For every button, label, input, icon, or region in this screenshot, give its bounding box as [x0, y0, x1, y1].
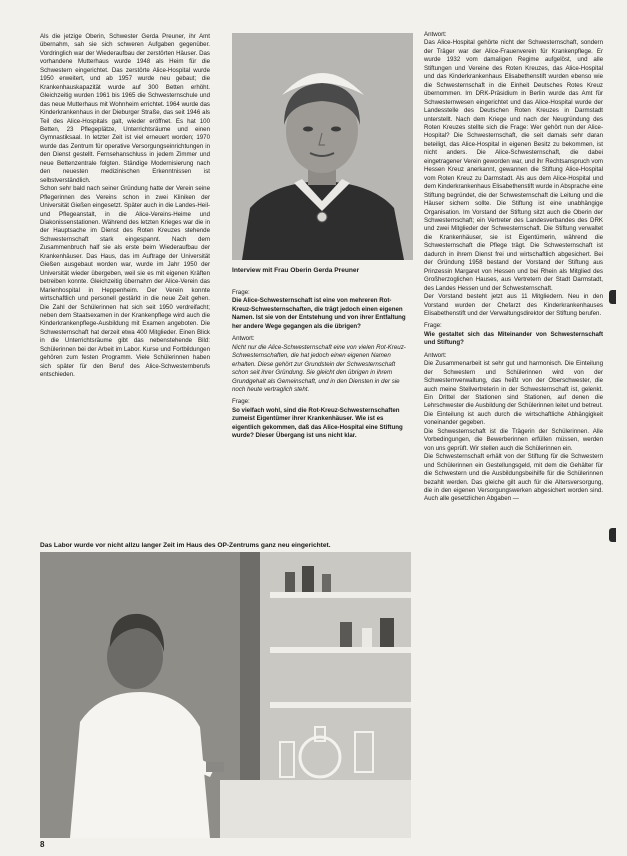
binding-tab	[609, 528, 616, 542]
left-text-column	[40, 33, 210, 380]
interview-question: Wie gestaltet sich das Miteinander von Schwesternschaft und Stiftung?	[424, 330, 603, 347]
lab-photo	[40, 552, 411, 838]
interview-question: So vielfach wohl, sind die Rot-Kreuz-Schwesternschaften zumeist Eigentümer ihrer Krankenhäuser. Wie ist es eigentlich gekommen, daß das Alice-Hospital eine Stiftung wurde? Dieser Übergang ist uns nicht klar.	[232, 406, 403, 440]
paragraph: Als die jetzige Oberin, Schwester Gerda Preuner, ihr Amt übernahm, sah sie sich schweren Aufgaben gegenüber. Vordringlich war der Wiederaufbau der zerstörten Häuser. Das vorhandene Mutterhaus wurde 1948 als Heim für die Schwestern eingerichtet. Das zerstörte Alice-Hospital wurde 1950 erweitert, und ab 1957 wurde neu gebaut; die Krankenhauskapazität wurde auf 300 Betten erhöht. Gleichzeitig wurden 1961 bis 1965 die Schwesternschule und das neue Mutterhaus mit Wohnheim errichtet. 1964 wurde das Kinderkrankenhaus in der Dieburger Straße, das seit 1946 als Teil des Alice-Hospitals galt, wieder eröffnet. Es hat 100 Betten, 23 Pflegeplätze, Unterrichtsräume und einen Gymnastiksaal. In letzter Zeit ist viel erneuert worden; 1970 wurde das Zentrum für operative Versorgungseinrichtungen in den Dienst gestellt. Fernsehanschluss in jedem Zimmer und neue Bettenzentrale folgten. Ständige Modernisierung nach den neuesten medizinischen Erkenntnissen ist selbstverständlich.	[40, 33, 210, 184]
paragraph: Schon sehr bald nach seiner Gründung hatte der Verein seine Pflegerinnen des Vereins schon in zwei Kliniken der Universität Gießen eingesetzt. Später auch in die Landes-Heil- und Pflegeanstalt, in die Alice-Vereins-Heime und Diakonissenstationen. Während des letzten Krieges war die in der Hauptsache im Dienst des Roten Kreuzes stehende Schwesternschaft stark eingespannt. Nach dem Zusammenbruch half sie als erste beim Wiederaufbau der Krankenhäuser. Das Haus, das im Auftrage der Universität Gießen ausgebaut worden war, wurde im Jahr 1950 der Universität wieder übergeben, weil sie es mit eigenen Kräften betreiben konnte. Gleichzeitig übernahm der Alice-Verein das Marienhospital in Heppenheim. Der Verein konnte wirtschaftlich und personell gestärkt in die neue Zeit gehen. Die Zahl der Schülerinnen hat sich seit 1950 verdreifacht; neben dem Staatsexamen in der Krankenpflege wird auch die Kinderkrankenpflege-Ausbildung mit Examen angeboten. Die Schwesternschaft hat derzeit etwa 400 Mitglieder. Einen Blick in die Unterrichtsräume gibt das nebenstehende Bild: Schülerinnen bei der Arbeit im Labor. Kurse und Fortbildungen gehören zum festen Programm. Viele Schülerinnen haben sich später für den Beruf des Alice-Schwesternberufs entschieden.	[40, 185, 210, 379]
page-number: 8	[40, 840, 45, 849]
paragraph: Die Einteilung ist auch durch die wirtschaftliche Abhängigkeit voneinander gegeben.	[424, 410, 603, 427]
paragraph: Das Alice-Hospital gehörte nicht der Schwesternschaft, sondern der Träger war der Alice-Frauenverein für Krankenpflege. Er wurde 1932 vom damaligen Regime aufgelöst, und alle Stiftungen und Vereine des Roten Kreuzes, das Alice-Hospital und das Kinderkrankenhaus Elisabethenstift wurden ebenso wie die Schwesternschaft in die Einheit Deutsches Rotes Kreuz übernommen. Im DRK-Präsidium in Berlin wurde das Amt für Schwesternwesen eingerichtet und das Alice-Hospital wurde der Landesstelle des Deutschen Roten Kreuzes in Darmstadt unterstellt. Nach dem Kriege und nach der Neugründung des Roten Kreuzes stellte sich die Frage: Wer gehört nun der Alice-Hospital? Die Schwesternschaft, die seit damals sehr daran beteiligt, das Alice-Hospital in eigenen Besitz zu bekommen, ist nicht anders. Die Alice-Schwesternschaft, die dabei eingetragener Verein geworden war, und ihr Rechtsanspruch vom Hessen Kreuz anerkannt, gewannen die Stiftung Alice-Hospital vom Roten Kreuz zu Darmstadt. Als aus dem Alice-Hospital und dem Kinderkrankenhaus Elisabethenstift wurde in Absprache eine Stiftung begründet, die der Schwesternschaft die Leitung und die Häuser sichern sollte. Die Stiftung ist eine unabhängige Organisation. Im Vorstand der Stiftung sitzt auch die Oberin der Schwesternschaft; ein Vertreter des Landesverbandes des DRK und zwei Mitglieder der Schwesternschaft. Die Stiftung verwaltet die Krankenhäuser, sie ist Eigentümerin, während die Schwesternschaft die Pflege trägt. Die Schwesternschaft ist dadurch in ihrem Dienst frei und wirtschaftlich abgesichert. Bei der Gründung 1958 bestand der Vorstand der Stiftung aus Prinzessin Margaret von Hessen und bei Rhein als Mitglied des Großherzoglichen Hauses, aus Vertretern der Stadt Darmstadt, des Landes Hessen und der Schwesternschaft.	[424, 39, 603, 292]
answer-label: Antwort:	[424, 351, 447, 359]
paragraph: Die Schwesternschaft erhält von der Stiftung für die Schwestern und Schülerinnen ein Gestellungsgeld, mit dem die Gehälter für die Schwestern und die Ausbildungsbeihilfe für die Schülerinnen bezahlt werden. Das gleiche gilt auch für die Altersversorgung, die in den eigenen Versorgungswerken abgesichert worden sind. Auch alle gesetzlichen Abgaben —	[424, 453, 603, 503]
paragraph: Die Schwesternschaft ist die Trägerin der Schülerinnen. Alle Vorbedingungen, die Bewerberinnen erfüllen müssen, werden von uns geprüft. Wir stellen auch die Schülerinnen ein.	[424, 427, 603, 452]
answer-label: Antwort:	[424, 31, 447, 38]
portrait-photo	[232, 33, 413, 260]
question-label: Frage:	[232, 289, 250, 296]
interview-answer: Nicht nur die Alice-Schwesternschaft eine von vielen Rot-Kreuz-Schwesternschaften, die hat jedoch einen eigenen Namen erhalten. Diese gehört zur Grundstein der Schwesternschaft schon seit ihrer Gründung. Sie gleicht den übrigen in ihrem Grundgehalt als Gemeinschaft, und in den Diensten in der sie noch heute vertraglich steht.	[232, 343, 406, 393]
question-label: Frage:	[232, 398, 250, 406]
paragraph: Die Zusammenarbeit ist sehr gut und harmonisch. Die Einteilung der Schwestern und Schülerinnen wird von der Schwesternverwaltung, das heißt von der Oberschwester, die auch meine Stellvertreterin in der Schwesternschaft ist, gelenkt. Ein Drittel der Stationen sind Stationen, auf denen die Lehrschwester die Ausbildung der Schülerinnen leitet und betreut.	[424, 360, 603, 410]
portrait-illustration	[232, 33, 413, 260]
portrait-caption: Interview mit Frau Oberin Gerda Preuner	[232, 267, 360, 274]
binding-tab	[609, 290, 616, 304]
answer-label: Antwort:	[232, 335, 255, 343]
interview-section	[232, 266, 410, 441]
interview-question: Die Alice-Schwesternschaft ist eine von mehreren Rot-Kreuz-Schwesternschaften, die trägt jedoch einen eigenen Namen. Ist sie von der Entstehung und von ihrer Entfaltung her andere Wege gegangen als die übrigen?	[232, 297, 406, 330]
question-label: Frage:	[424, 322, 442, 330]
lab-photo-caption: Das Labor wurde vor nicht allzu langer Zeit im Haus des OP-Zentrums ganz neu eingerichtet.	[40, 542, 331, 549]
lab-illustration	[40, 552, 411, 838]
paragraph: Der Vorstand besteht jetzt aus 11 Mitgliedern. Neu in den Vorstand wurden der Chefarzt des Kinderkrankenhauses Elisabethenstift und der Verwaltungsdirektor der Stiftung berufen.	[424, 293, 603, 317]
right-text-column	[424, 31, 603, 504]
